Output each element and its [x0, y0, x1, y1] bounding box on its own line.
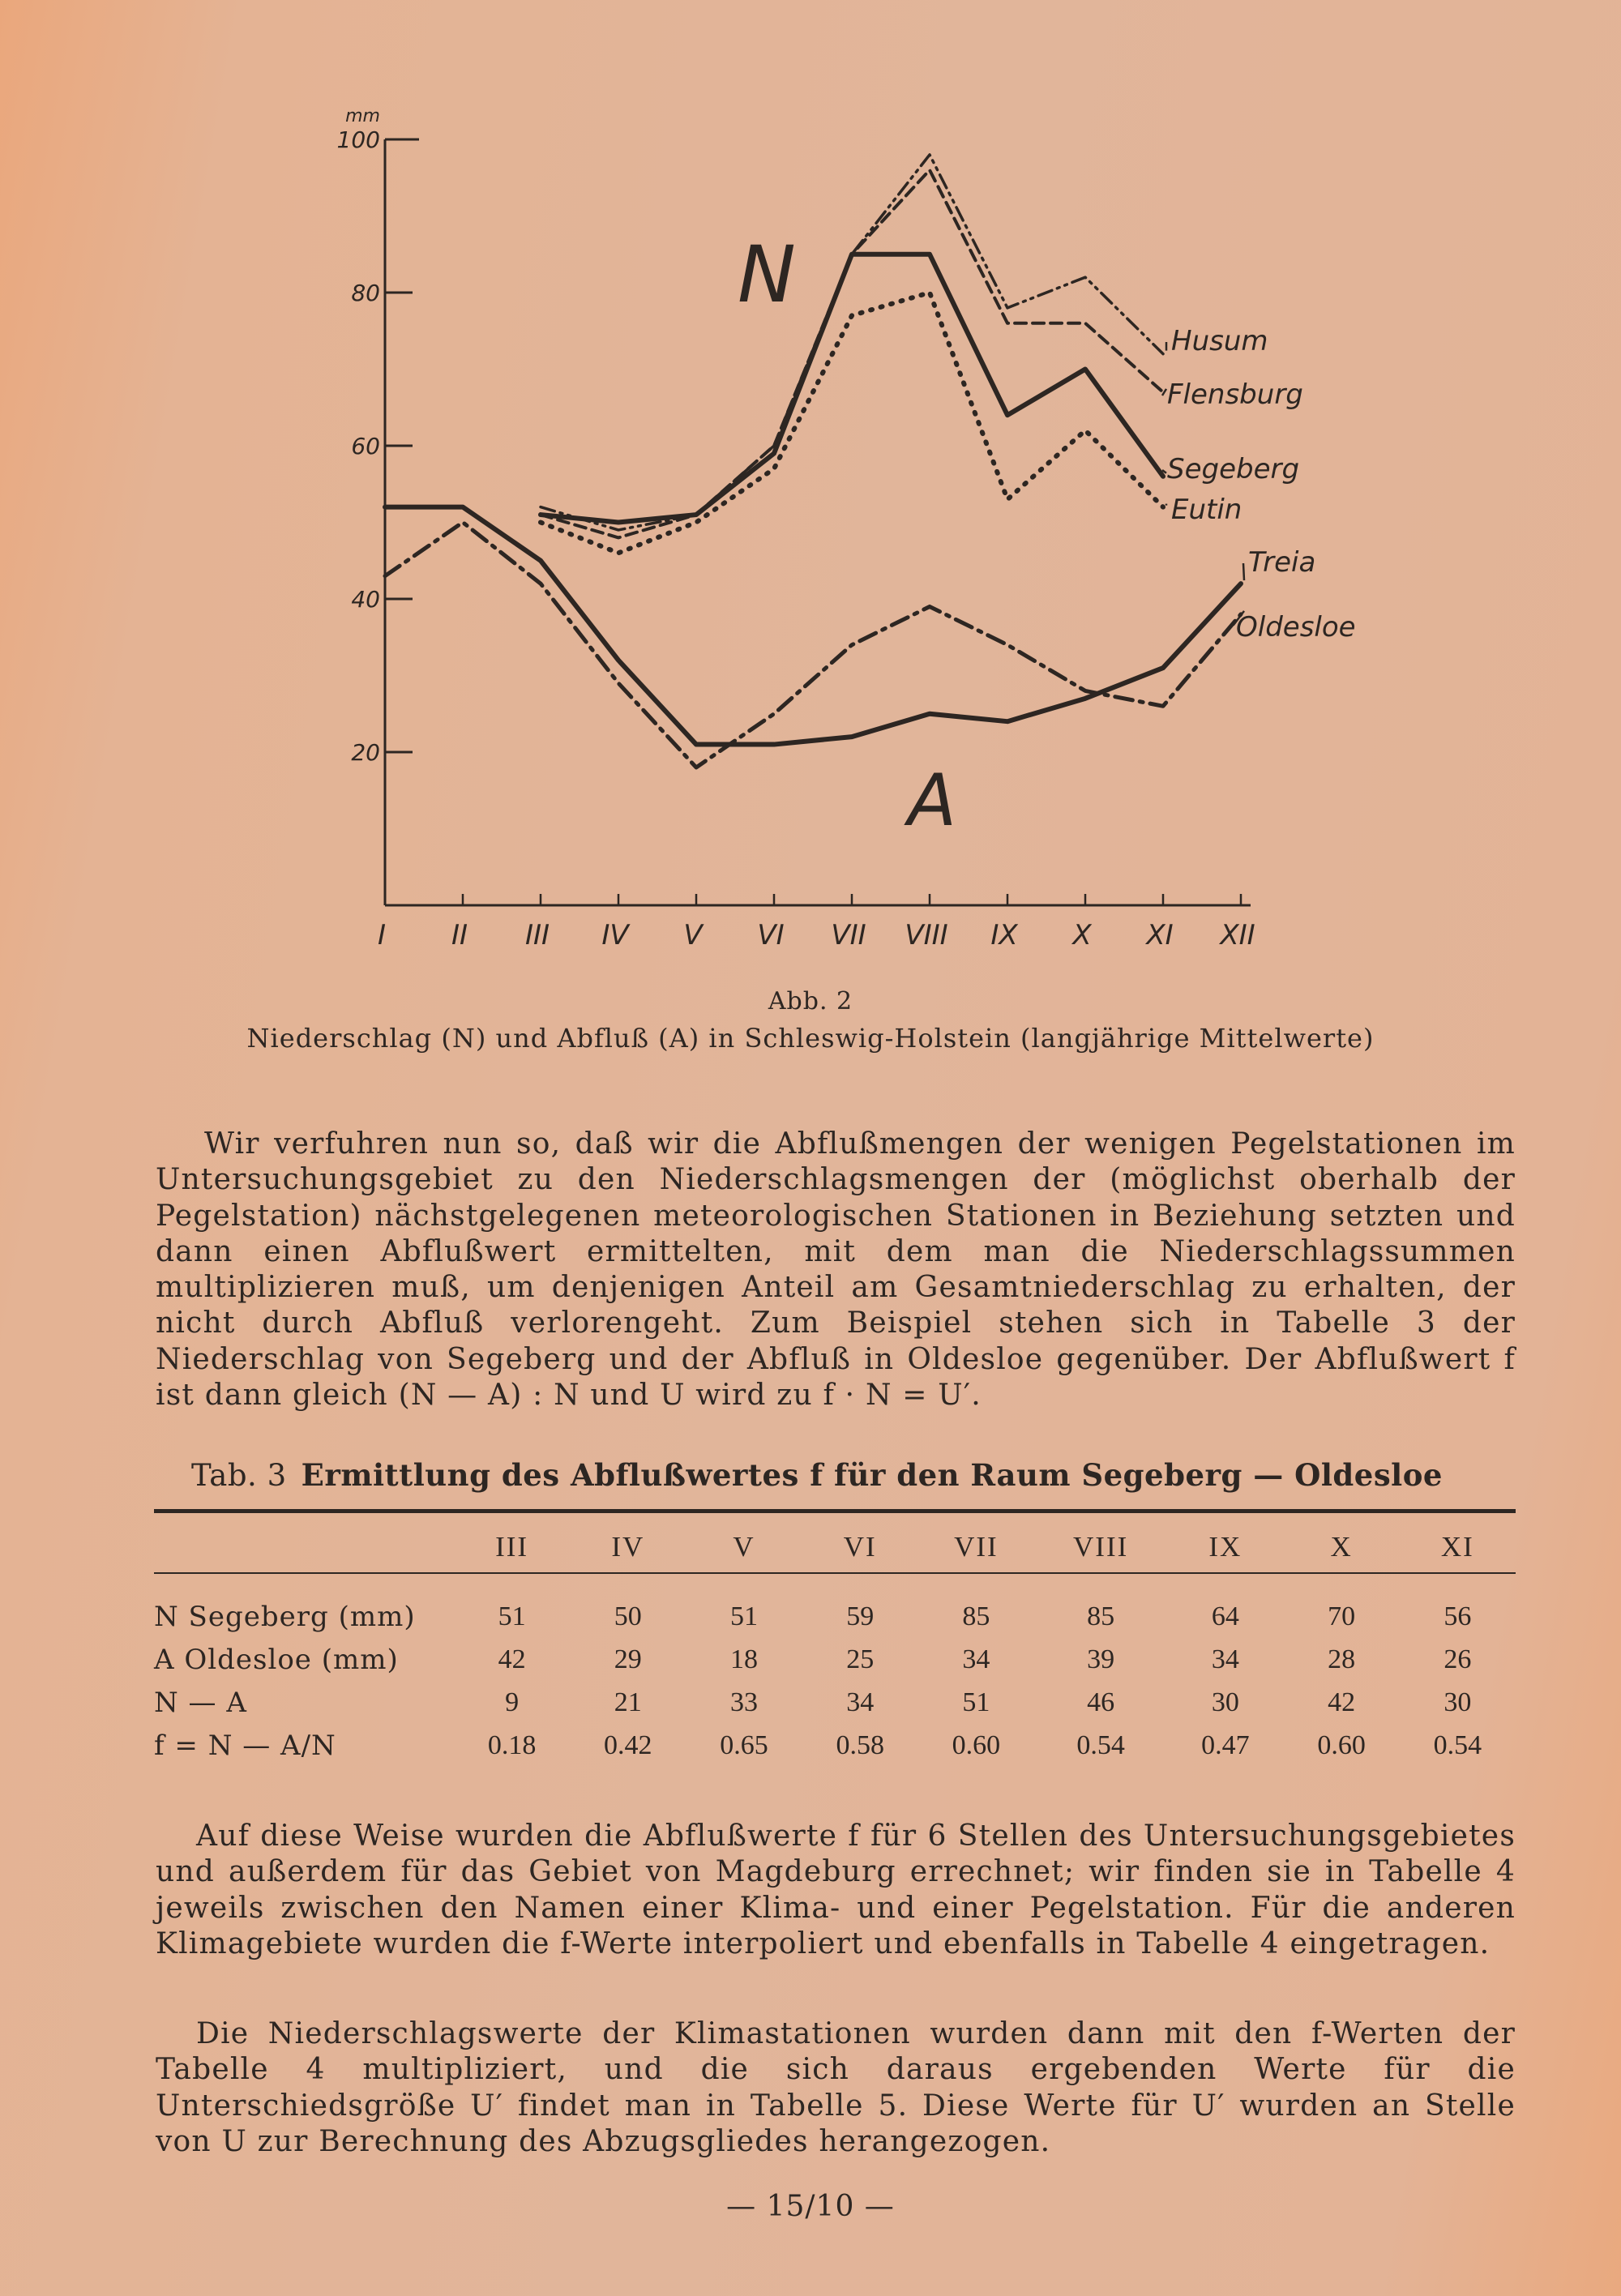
table-cell: 85: [1087, 1601, 1115, 1631]
series-label-treia: Treia: [1248, 546, 1316, 579]
table-cell: 28: [1328, 1644, 1356, 1674]
table-cell: 0.65: [720, 1729, 768, 1760]
series-label-husum: Husum: [1171, 325, 1268, 357]
table-cell: 33: [730, 1687, 758, 1717]
series-line-treia: [385, 507, 1241, 745]
abflusswert-table: [154, 1524, 1516, 1767]
y-tick-label: 80: [351, 280, 380, 306]
chart-axes: [337, 106, 1255, 951]
table-cell: 0.54: [1076, 1729, 1125, 1760]
table-column-header: VII: [954, 1531, 999, 1563]
table-cell: 30: [1444, 1687, 1472, 1717]
table-cell: 56: [1444, 1601, 1472, 1631]
page-number: — 15/10 —: [726, 2190, 895, 2223]
table-row: [154, 1571, 1516, 1638]
table-cell: 34: [1211, 1644, 1239, 1674]
precipitation-runoff-chart: [0, 0, 1621, 973]
group-label-runoff: A: [908, 759, 957, 842]
series-line-segeberg: [541, 254, 1163, 523]
series-line-husum: [541, 155, 1163, 530]
figure-caption-title: Abb. 2: [768, 987, 853, 1015]
table-header-empty: [154, 1524, 454, 1571]
x-tick-label: I: [377, 919, 387, 951]
x-tick-label: V: [683, 919, 703, 951]
table-row: [154, 1724, 1516, 1767]
table-row-label: f = N — A/N: [154, 1729, 336, 1762]
table-cell: 51: [498, 1601, 526, 1631]
table-cell: 50: [614, 1601, 642, 1631]
paragraph-method: Die Niederschlagswerte der Klimastationen wurden dann mit den f-Werten der Tabelle 4 multipliziert, und die sich daraus ergebenden Werte für die Unterschiedsgröße U′ findet man in Tabelle 5. Diese Werte für U′ wurden an Stelle von U zur Berechnung des Abzugsgliedes herangezogen.: [156, 2017, 1516, 2158]
table-cell: 0.58: [836, 1729, 884, 1760]
table-cell: 51: [730, 1601, 758, 1631]
table-cell: 9: [505, 1687, 520, 1717]
series-leader-flensburg: [1162, 389, 1166, 395]
table-cell: 42: [1328, 1687, 1356, 1717]
table-body: [154, 1571, 1516, 1767]
table-cell: 42: [498, 1644, 526, 1674]
x-tick-label: IV: [601, 919, 629, 951]
chart-labels: [738, 229, 1356, 842]
table-row: [154, 1681, 1516, 1724]
y-axis-unit: mm: [345, 106, 380, 126]
series-line-flensburg: [541, 170, 1163, 538]
table-cell: 0.47: [1201, 1729, 1250, 1760]
group-label-precipitation: N: [738, 229, 796, 320]
table-column-header: VIII: [1073, 1531, 1129, 1563]
x-tick-label: X: [1072, 919, 1092, 951]
y-tick-label: 100: [336, 126, 380, 153]
table-cell: 85: [962, 1601, 990, 1631]
series-label-oldesloe: Oldesloe: [1236, 611, 1356, 643]
series-line-oldesloe: [385, 523, 1241, 767]
table-cell: 18: [730, 1644, 758, 1674]
table-cell: 46: [1087, 1687, 1115, 1717]
y-tick-label: 20: [351, 739, 380, 766]
table-heading: Ermittlung des Abflußwertes f für den Raum Segeberg — Oldesloe: [301, 1457, 1443, 1493]
table-column-header: III: [495, 1531, 529, 1563]
table-cell: 39: [1087, 1644, 1115, 1674]
table-row-label: N Segeberg (mm): [154, 1600, 416, 1633]
table-cell: 0.60: [1317, 1729, 1366, 1760]
x-tick-label: XI: [1146, 919, 1174, 951]
x-tick-label: VI: [757, 919, 785, 951]
table-column-header: VI: [843, 1531, 877, 1563]
table-cell: 26: [1444, 1644, 1472, 1674]
table-cell: 0.54: [1433, 1729, 1482, 1760]
y-tick-label: 40: [351, 586, 380, 613]
table-row-label: A Oldesloe (mm): [154, 1643, 399, 1676]
series-label-eutin: Eutin: [1171, 494, 1242, 526]
table-header-row: [154, 1524, 1516, 1571]
table-column-header: XI: [1440, 1531, 1474, 1563]
table-cell: 30: [1211, 1687, 1239, 1717]
table-cell: 34: [962, 1644, 990, 1674]
x-tick-label: III: [524, 919, 550, 951]
table-cell: 25: [846, 1644, 875, 1674]
x-tick-label: II: [451, 919, 468, 951]
table-cell: 34: [846, 1687, 875, 1717]
table-cell: 21: [614, 1687, 642, 1717]
y-tick-label: 60: [351, 433, 380, 460]
x-tick-label: VII: [831, 919, 866, 951]
series-label-flensburg: Flensburg: [1167, 378, 1303, 411]
table-title: [191, 1457, 1443, 1493]
table-cell: 51: [962, 1687, 990, 1717]
table-top-rule: [154, 1509, 1516, 1513]
table-cell: 0.60: [952, 1729, 1001, 1760]
table-cell: 70: [1328, 1601, 1356, 1631]
x-tick-label: VIII: [905, 919, 948, 951]
figure-caption-text: Niederschlag (N) und Abfluß (A) in Schleswig-Holstein (langjährige Mittelwerte): [246, 1023, 1375, 1054]
table-column-header: IX: [1208, 1531, 1242, 1563]
table-cell: 0.42: [604, 1729, 652, 1760]
table-row: [154, 1638, 1516, 1681]
x-tick-label: XII: [1220, 919, 1255, 951]
table-cell: 64: [1211, 1601, 1239, 1631]
table-cell: 59: [846, 1601, 875, 1631]
series-leader-treia: [1243, 563, 1244, 580]
chart-series: [385, 155, 1241, 767]
series-label-segeberg: Segeberg: [1167, 453, 1300, 485]
paragraph-intro: Wir verfuhren nun so, daß wir die Abflußmengen der wenigen Pegelstationen im Untersuchungsgebiet zu den Niederschlagsmengen der (möglichst oberhalb der Pegelstation) nächstgelegenen meteorologischen Stationen in Beziehung setzten und dann einen Abflußwert ermittelten, mit dem man die Niederschlagssummen multiplizieren muß, um denjenigen Anteil am Gesamtniederschlag zu erhalten, der nicht durch Abfluß verlorengeht. Zum Beispiel stehen sich in Tabelle 3 der Niederschlag von Segeberg und der Abfluß in Oldesloe gegenüber. Der Abflußwert f ist dann gleich (N — A) : N und U wird zu f · N = U′.: [156, 1127, 1516, 1413]
paragraph-results: Auf diese Weise wurden die Abflußwerte f für 6 Stellen des Untersuchungsgebietes und außerdem für das Gebiet von Magdeburg errechnet; wir finden sie in Tabelle 4 jeweils zwischen den Namen einer Klima- und einer Pegelstation. Für die anderen Klimagebiete wurden die f-Werte interpoliert und ebenfalls in Tabelle 4 eingetragen.: [156, 1819, 1516, 1960]
table-row-label: N — A: [154, 1686, 247, 1719]
table-column-header: X: [1330, 1531, 1353, 1563]
table-column-header: IV: [611, 1531, 645, 1563]
series-line-eutin: [541, 293, 1163, 553]
table-column-header: V: [733, 1531, 755, 1563]
table-cell: 0.18: [487, 1729, 537, 1760]
x-tick-label: IX: [990, 919, 1018, 951]
table-label: Tab. 3: [191, 1458, 287, 1493]
table-cell: 29: [614, 1644, 642, 1674]
